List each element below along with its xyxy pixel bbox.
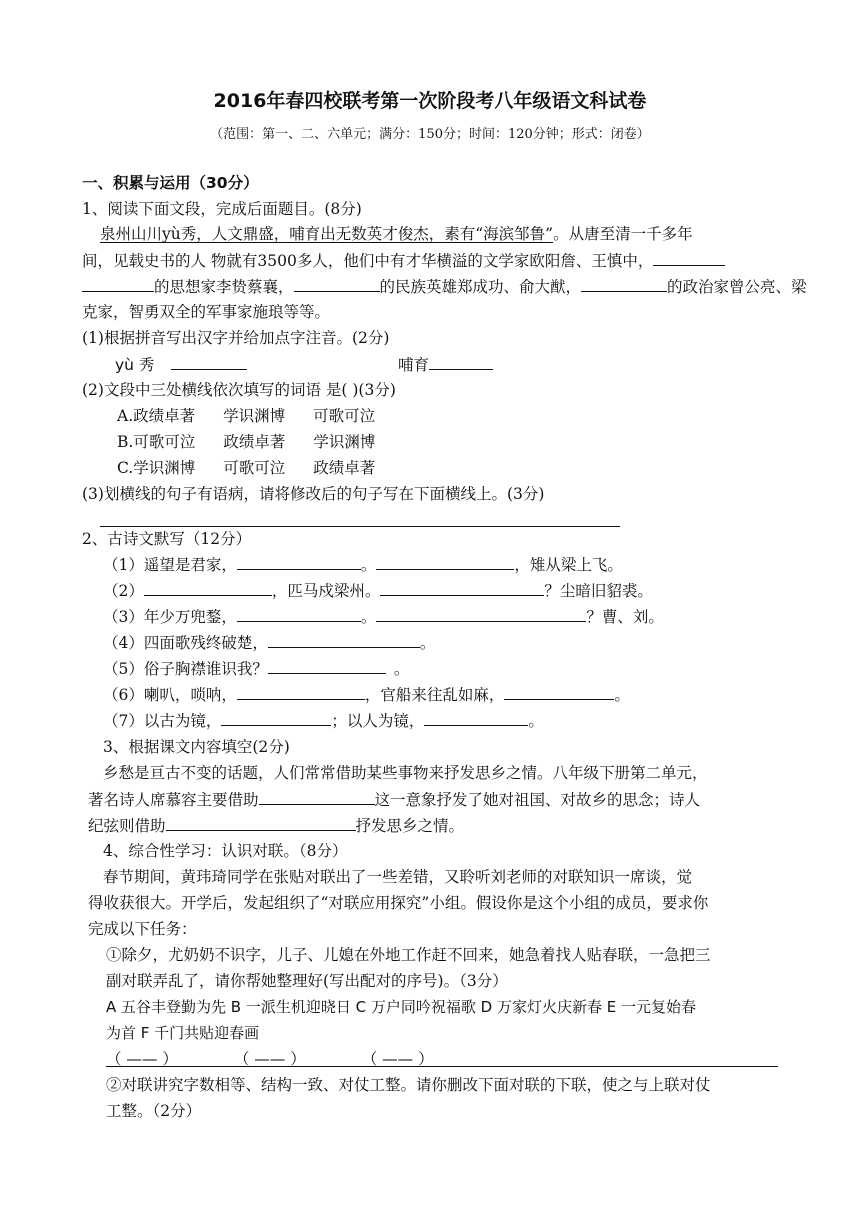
q4-line3: 完成以下任务：	[88, 920, 197, 938]
poem-blank[interactable]	[376, 553, 514, 570]
q1-passage-line3: 的思想家李贽蔡襄， 的民族英雄郑成功、俞大猷， 的政治家曾公亮、梁	[82, 275, 807, 298]
poem-line-4: （4）四面歌残终破楚， 。	[103, 631, 435, 654]
poem-blank[interactable]	[376, 605, 586, 622]
answer-yu-xiu[interactable]	[171, 353, 247, 370]
q1-stem: 1、阅读下面文段，完成后面题目。(8分)	[82, 200, 362, 218]
blank-1-cont[interactable]	[82, 275, 154, 292]
task2-line2: 工整。（2分）	[106, 1102, 202, 1120]
q1-passage-line1: 泉州山川yù秀，人文鼎盛，哺育出无数英才俊杰，素有“海滨邹鲁”。从唐至清一千多年	[100, 225, 693, 243]
q3-line3: 纪弦则借助 抒发思乡之情。	[88, 814, 464, 837]
underlined-sentence: 泉州山川yù秀，人文鼎盛，哺育出无数英才俊杰，素有“海滨邹鲁”	[100, 225, 554, 243]
poem-blank[interactable]	[380, 579, 544, 596]
blank-2[interactable]	[294, 275, 380, 292]
poem-line-1: （1）遥望是君家， 。 ，雉从梁上飞。	[103, 553, 623, 576]
q4-line1: 春节期间，黄玮琦同学在张贴对联出了一些差错，又聆听刘老师的对联知识一席谈，觉	[103, 868, 693, 886]
couplets-line1: A 五谷丰登勤为先 B 一派生机迎晓日 C 万户同吟祝福歌 D 万家灯火庆新春 E 一元复始春	[106, 998, 696, 1016]
q3-line2: 著名诗人席慕容主要借助 这一意象抒发了她对祖国、对故乡的思念；诗人	[88, 788, 700, 811]
answer-xi-murong[interactable]	[259, 788, 375, 805]
q3-line1: 乡愁是亘古不变的话题，人们常常借助某些事物来抒发思乡之情。八年级下册第二单元，	[103, 764, 708, 782]
option-a: A.政绩卓著 学识渊博 可歌可泣	[117, 407, 376, 425]
pair-slot-3[interactable]: （ —— ）	[361, 1050, 434, 1068]
exam-scope: （范围：第一、二、六单元；满分：150分；时间：120分钟；形式：闭卷）	[210, 127, 650, 142]
couplets-line2: 为首 F 千门共贴迎春画	[106, 1024, 260, 1042]
q1-sub2: (2)文段中三处横线依次填写的词语 是( )(3分)	[82, 381, 396, 399]
q1-sub3: (3)划横线的句子有语病，请将修改后的句子写在下面横线上。(3分)	[82, 485, 545, 503]
q1-sub1-b: 哺育	[398, 353, 493, 376]
q1-sub1-a: yù 秀	[115, 353, 247, 376]
poem-blank[interactable]	[504, 683, 614, 700]
poem-line-5: （5）俗子胸襟谁识我？ 。	[103, 657, 409, 680]
poem-blank[interactable]	[221, 709, 331, 726]
poem-line-7: （7）以古为镜， ；以人为镜， 。	[103, 709, 544, 732]
exam-title: 2016年春四校联考第一次阶段考八年级语文科试卷	[213, 90, 647, 112]
q2-stem: 2、古诗文默写（12分）	[82, 530, 252, 548]
poem-blank[interactable]	[268, 657, 386, 674]
poem-blank[interactable]	[144, 579, 272, 596]
poem-blank[interactable]	[268, 631, 420, 648]
poem-blank[interactable]	[237, 553, 361, 570]
q1-passage-line2: 间，见载史书的人 物就有3500多人，他们中有才华横溢的文学家欧阳詹、王慎中，	[82, 249, 725, 272]
poem-blank[interactable]	[424, 709, 528, 726]
answer-buyu[interactable]	[429, 353, 493, 370]
q4-stem: 4、综合性学习：认识对联。（8分）	[103, 842, 348, 860]
pairing-answer-line	[106, 1066, 778, 1067]
poem-blank[interactable]	[237, 683, 365, 700]
task2-line1: ②对联讲究字数相等、结构一致、对仗工整。请你删改下面对联的下联，使之与上联对仗	[106, 1076, 711, 1094]
task1-line1: ①除夕，尤奶奶不识字，儿子、儿媳在外地工作赶不回来，她急着找人贴春联，一急把三	[106, 946, 711, 964]
blank-3[interactable]	[581, 275, 667, 292]
q1-passage-line4: 克家，智勇双全的军事家施琅等等。	[82, 303, 331, 321]
blank-1[interactable]	[653, 249, 725, 266]
pair-slot-2[interactable]: （ —— ）	[233, 1050, 306, 1068]
option-b: B.可歌可泣 政绩卓著 学识渊博	[117, 433, 376, 451]
poem-line-3: （3）年少万兜鍪， 。 ？曹、刘。	[103, 605, 664, 628]
pair-slot-1[interactable]: （ —— ）	[106, 1050, 178, 1068]
section-heading: 一、积累与运用（30分）	[82, 174, 259, 192]
answer-ji-xian[interactable]	[166, 814, 356, 831]
poem-line-6: （6）喇叭，唢呐， ，官船来往乱如麻， 。	[103, 683, 630, 706]
poem-blank[interactable]	[237, 605, 361, 622]
q1-sub1: (1)根据拼音写出汉字并给加点字注音。(2分)	[82, 329, 390, 347]
answer-line-q1-3[interactable]	[100, 526, 620, 527]
q4-line2: 得收获很大。开学后，发起组织了“对联应用探究”小组。假设你是这个小组的成员，要求你	[88, 894, 709, 912]
option-c: C.学识渊博 可歌可泣 政绩卓著	[117, 459, 376, 477]
poem-line-2: （2） ，匹马戍梁州。 ？尘暗旧貂裘。	[103, 579, 653, 602]
task1-line2: 副对联弄乱了，请你帮她整理好(写出配对的序号)。（3分）	[106, 972, 508, 990]
q3-stem: 3、根据课文内容填空(2分)	[103, 738, 290, 756]
